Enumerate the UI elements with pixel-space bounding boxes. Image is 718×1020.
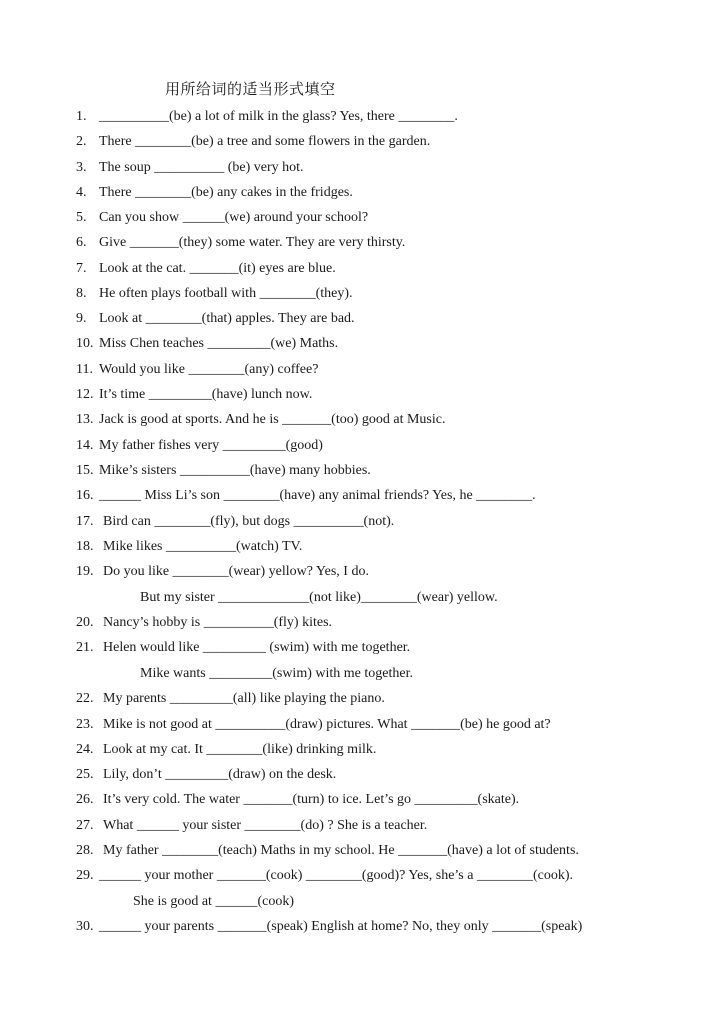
exercise-sentence: ______ your parents _______(speak) English at home? No, they only _______(speak): [99, 919, 583, 934]
exercise-sentence: My father ________(teach) Maths in my school. He _______(have) a lot of students.: [103, 843, 579, 858]
exercise-number: 23.: [76, 717, 94, 732]
exercise-sentence: He often plays football with ________(they).: [99, 286, 353, 301]
exercise-sentence: Mike likes __________(watch) TV.: [103, 539, 303, 554]
exercise-number: 12.: [76, 387, 94, 402]
exercise-number: 4.: [76, 185, 87, 200]
exercise-number: 13.: [76, 412, 94, 427]
exercise-sentence: The soup __________ (be) very hot.: [99, 160, 304, 175]
exercise-number: 29.: [76, 868, 94, 883]
exercise-sentence: Helen would like _________ (swim) with me together.: [103, 640, 411, 655]
exercise-number: 16.: [76, 488, 94, 503]
exercise-sentence: Mike’s sisters __________(have) many hobbies.: [99, 463, 371, 478]
exercise-number: 6.: [76, 235, 87, 250]
exercise-sentence: Look at ________(that) apples. They are bad.: [99, 311, 355, 326]
exercise-sentence: Mike wants _________(swim) with me together.: [140, 666, 413, 681]
exercise-number: 15.: [76, 463, 94, 478]
exercise-sentence: Would you like ________(any) coffee?: [99, 362, 319, 377]
exercise-number: 30.: [76, 919, 94, 934]
exercise-number: 26.: [76, 792, 94, 807]
exercise-sentence: She is good at ______(cook): [133, 894, 294, 909]
worksheet-title: 用所给词的适当形式填空: [165, 80, 336, 98]
exercise-sentence: Do you like ________(wear) yellow? Yes, I do.: [103, 564, 369, 579]
exercise-sentence: What ______ your sister ________(do) ? She is a teacher.: [103, 818, 428, 833]
exercise-sentence: Look at the cat. _______(it) eyes are blue.: [99, 261, 336, 276]
exercise-sentence: Look at my cat. It ________(like) drinking milk.: [103, 742, 377, 757]
exercise-sentence: My parents _________(all) like playing the piano.: [103, 691, 385, 706]
exercise-sentence: Lily, don’t _________(draw) on the desk.: [103, 767, 337, 782]
exercise-number: 18.: [76, 539, 94, 554]
exercise-sentence: There ________(be) any cakes in the fridges.: [99, 185, 353, 200]
exercise-number: 17.: [76, 514, 94, 529]
exercise-number: 19.: [76, 564, 94, 579]
exercise-sentence: Nancy’s hobby is __________(fly) kites.: [103, 615, 333, 630]
exercise-sentence: ______ your mother _______(cook) ________(good)? Yes, she’s a ________(cook).: [99, 868, 573, 883]
exercise-number: 11.: [76, 362, 93, 377]
exercise-sentence: ______ Miss Li’s son ________(have) any animal friends? Yes, he ________.: [99, 488, 536, 503]
exercise-number: 1.: [76, 109, 87, 124]
exercise-number: 9.: [76, 311, 87, 326]
exercise-sentence: It’s very cold. The water _______(turn) to ice. Let’s go _________(skate).: [103, 792, 520, 807]
exercise-number: 22.: [76, 691, 94, 706]
exercise-sentence: There ________(be) a tree and some flowers in the garden.: [99, 134, 431, 149]
exercise-number: 7.: [76, 261, 87, 276]
exercise-sentence: __________(be) a lot of milk in the glass? Yes, there ________.: [99, 109, 458, 124]
exercise-number: 25.: [76, 767, 94, 782]
exercise-number: 8.: [76, 286, 87, 301]
exercise-sentence: Bird can ________(fly), but dogs __________(not).: [103, 514, 395, 529]
exercise-sentence: Jack is good at sports. And he is _______(too) good at Music.: [99, 412, 446, 427]
exercise-number: 28.: [76, 843, 94, 858]
exercise-number: 5.: [76, 210, 87, 225]
exercise-sentence: Miss Chen teaches _________(we) Maths.: [99, 336, 339, 351]
exercise-number: 14.: [76, 438, 94, 453]
exercise-number: 21.: [76, 640, 94, 655]
exercise-sentence: But my sister _____________(not like)________(wear) yellow.: [140, 590, 498, 605]
exercise-number: 2.: [76, 134, 87, 149]
exercise-sentence: Give _______(they) some water. They are very thirsty.: [99, 235, 406, 250]
exercise-number: 20.: [76, 615, 94, 630]
exercise-sentence: It’s time _________(have) lunch now.: [99, 387, 313, 402]
exercise-number: 10.: [76, 336, 94, 351]
exercise-sentence: Can you show ______(we) around your school?: [99, 210, 369, 225]
exercise-number: 3.: [76, 160, 87, 175]
exercise-number: 24.: [76, 742, 94, 757]
exercise-number: 27.: [76, 818, 94, 833]
exercise-sentence: My father fishes very _________(good): [99, 438, 323, 453]
exercise-sentence: Mike is not good at __________(draw) pictures. What _______(be) he good at?: [103, 717, 551, 732]
